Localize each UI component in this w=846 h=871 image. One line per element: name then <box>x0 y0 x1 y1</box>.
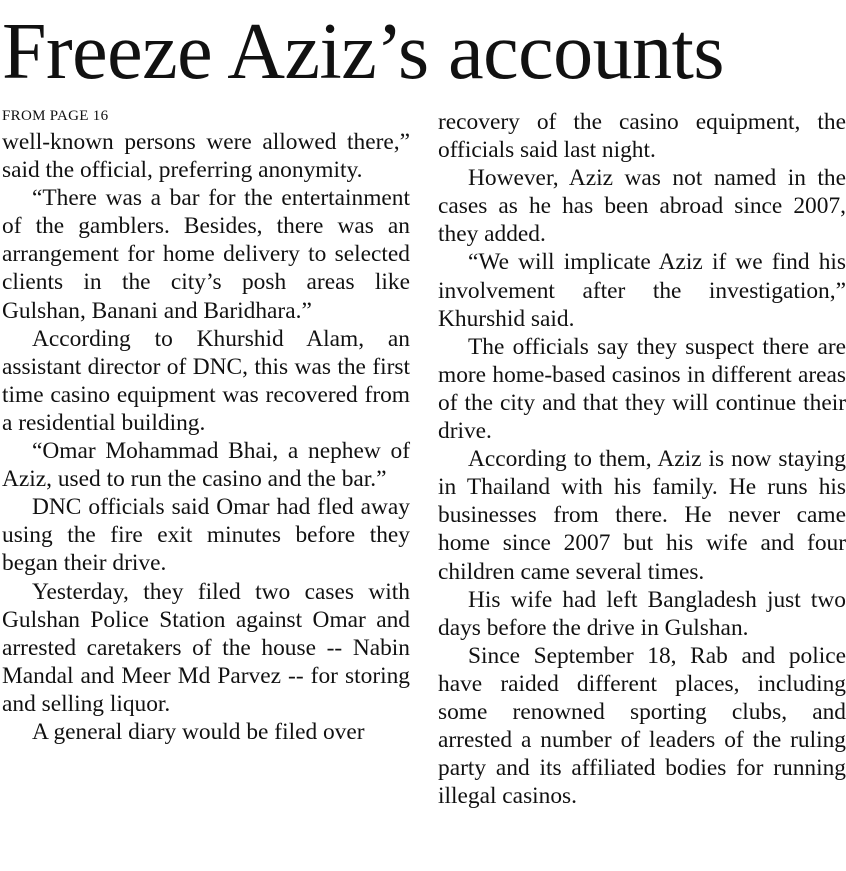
jump-line: FROM PAGE 16 <box>2 108 109 124</box>
paragraph: well-known persons were allowed there,” said the official, preferring anonymity. <box>2 129 410 184</box>
paragraph: According to them, Aziz is now staying in Thailand with his family. He runs his businesses from there. He never came home since 2007 but his wife and four children came several times. <box>438 446 846 585</box>
paragraph: According to Khurshid Alam, an assistant director of DNC, this was the first time casino equipment was recovered from a residential building. <box>2 325 410 436</box>
paragraph: “Omar Mohammad Bhai, a nephew of Aziz, used to run the casino and the bar.” <box>2 438 410 493</box>
paragraph: A general diary would be filed over <box>32 718 365 745</box>
paragraph: Since September 18, Rab and police have raided different places, including some renowned sporting clubs, and arrested a number of leaders of the ruling party and its affiliated bodies for running illegal casinos. <box>438 642 846 810</box>
paragraph: “There was a bar for the entertainment of the gamblers. Besides, there was an arrangement for home delivery to selected clients in the city’s posh areas like Gulshan, Banani and Baridhara.” <box>2 185 410 324</box>
paragraph: His wife had left Bangladesh just two days before the drive in Gulshan. <box>438 586 846 641</box>
article-column-left <box>2 104 410 746</box>
paragraph: The officials say they suspect there are more home-based casinos in different areas of the city and that they will continue their drive. <box>438 333 846 445</box>
article-column-right <box>438 108 846 810</box>
paragraph: recovery of the casino equipment, the officials said last night. <box>438 109 846 164</box>
paragraph: However, Aziz was not named in the cases as he has been abroad since 2007, they added. <box>438 165 846 248</box>
paragraph: “We will implicate Aziz if we find his involvement after the investigation,” Khurshid said. <box>438 249 846 332</box>
paragraph: Yesterday, they filed two cases with Gulshan Police Station against Omar and arrested caretakers of the house -- Nabin Mandal and Meer Md Parvez -- for storing and selling liquor. <box>2 578 410 717</box>
headline: Freeze Aziz’s accounts <box>2 8 725 96</box>
paragraph: DNC officials said Omar had fled away using the fire exit minutes before they began their drive. <box>2 494 410 577</box>
